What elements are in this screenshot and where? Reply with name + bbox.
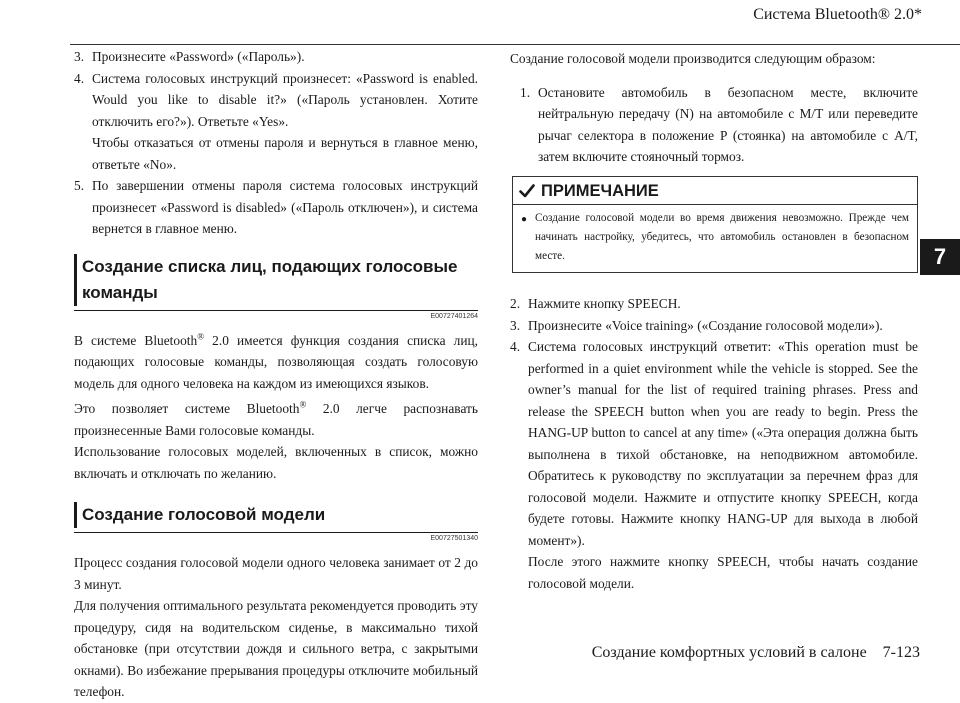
page-footer: Создание комфортных условий в салоне 7-123 [591,644,920,661]
item-text: Нажмите кнопку SPEECH. [528,296,681,311]
item-number: 4. [74,70,85,86]
paragraph: Использование голосовых моделей, включенных в список, можно включать и отключать по желанию. [74,444,478,481]
section-code: E00727401264 [430,312,478,320]
item-extra-text: После этого нажмите кнопку SPEECH, чтобы начать создание голосовой модели. [528,554,918,591]
paragraph: В системе Bluetooth® 2.0 имеется функция создания списка лиц, подающих голосовые команды, позволяющая создать голосовую модель для одного человека на каждом из имеющихся языков. [74,331,478,391]
list-item [74,175,478,240]
item-text: Произнесите «Voice training» («Создание голосовой модели»). [528,317,883,333]
item-text: Остановите автомобиль в безопасном месте, включите нейтральную передачу (N) на автомобиле с M/T или переведите рычаг селектора в положение P (стоянка) на автомобиле с A/T, затем включите стояночный тормоз. [538,84,918,164]
right-column [510,46,918,594]
section-heading: Создание голосовой модели [74,502,478,528]
item-text: Произнесите «Password» («Пароль»). [92,49,305,64]
intro-text: Создание голосовой модели производится следующим образом: [510,51,876,66]
item-text: По завершении отмены пароля система голосовых инструкций произнесет «Password is disabled» («Пароль отключен»), и система вернется в главное меню. [92,178,478,236]
item-number: 1. [520,84,531,100]
list-item [510,82,918,168]
list-item [510,315,918,337]
bullet: ● [521,214,528,225]
paragraph: Это позволяет системе Bluetooth® 2.0 легче распознавать произнесенные Вами голосовые команды. [74,399,478,438]
list-item [74,46,478,68]
page-header-title: Система Bluetooth® 2.0* [753,6,922,23]
item-extra-text: Чтобы отказаться от отмены пароля и вернуться в главное меню, ответьте «No». [92,135,478,172]
section-voice-model [74,502,478,703]
chapter-tab: 7 [920,239,960,275]
paragraph: Процесс создания голосовой модели одного человека занимает от 2 до 3 минут. [74,555,478,592]
checkmark-icon [519,183,535,199]
header-rule [70,44,960,45]
note-box [512,176,918,274]
item-text: Система голосовых инструкций ответит: «This operation must be performed in a quiet environment while the vehicle is stopped. See the owner’s manual for the list of required training phrases. Press and release the SPEECH button when you are ready to begin. Press the HANG-UP button to cancel at any time» («Эта операция должна быть выполнена в тихой обстановке, на неподвижном автомобиле. Обратитесь к руководству по эксплуатации за перечнем фраз для голосовой модели. Нажмите и отпустите кнопку SPEECH, когда будете готовы. Нажмите кнопку HANG-UP для выхода в любой момент»). [528,339,918,548]
note-body [513,205,917,272]
section-code: E00727501340 [430,535,478,542]
item-number: 4. [510,339,521,354]
item-number: 2. [510,296,521,311]
section-heading: Создание списка лиц, подающих голосовые команды [74,254,478,306]
note-text: Создание голосовой модели во время движения невозможно. Прежде чем начинать настройку, убедитесь, что автомобиль остановлен в безопасном месте. [535,212,909,262]
paragraph: Для получения оптимального результата рекомендуется проводить эту процедуру, сидя на водительском сиденье, в максимально тихой обстановке (при отсутствии дождя и сильного ветра, с закрытыми окнами). Во избежание прерывания процедуры отключите мобильный телефон. [74,598,478,699]
section-speaker-list [74,254,478,485]
left-column [74,46,478,703]
item-number: 3. [510,317,521,333]
list-item [510,336,918,594]
item-number: 3. [74,49,85,64]
note-title: ПРИМЕЧАНИЕ [541,181,659,200]
list-item [74,68,478,176]
item-text: Система голосовых инструкций произнесет: «Password is enabled. Would you like to disable it?» («Пароль установлен. Хотите отключить его?»). Ответьте «Yes». [92,70,478,129]
item-number: 5. [74,178,85,193]
note-header [513,177,917,206]
list-item [510,293,918,315]
